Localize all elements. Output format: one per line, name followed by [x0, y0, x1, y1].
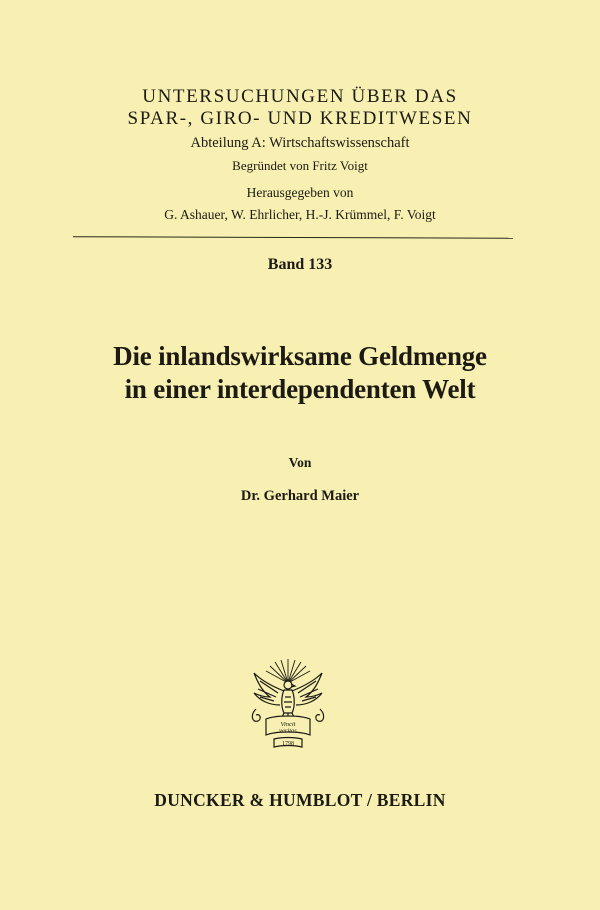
series-title-line-2: SPAR-, GIRO- UND KREDITWESEN: [127, 108, 473, 129]
series-department: Abteilung A: Wirtschaftswissenschaft: [190, 135, 410, 151]
volume-number: Band 133: [267, 256, 333, 273]
emblem-motto-line-1: Vincit: [280, 721, 296, 728]
emblem-year: 1798: [282, 741, 294, 747]
by-label: Von: [288, 455, 312, 470]
emblem-motto-line-2: veritas: [279, 727, 297, 735]
book-title-line-1: Die inlandswirksame Geldmenge: [113, 341, 487, 371]
publisher-imprint: DUNCKER & HUMBLOT / BERLIN: [154, 790, 446, 810]
book-title-line-2: in einer interdependenten Welt: [124, 374, 476, 404]
editors-names: G. Ashauer, W. Ehrlicher, H.-J. Krümmel, F. Voigt: [164, 207, 436, 222]
editors-label: Herausgegeben von: [246, 185, 354, 200]
series-founder: Begründet von Fritz Voigt: [232, 158, 368, 173]
eagle-publisher-emblem-icon: [248, 657, 328, 752]
series-title-line-1: UNTERSUCHUNGEN ÜBER DAS: [142, 86, 458, 107]
horizontal-rule: [73, 236, 513, 239]
author-name: Dr. Gerhard Maier: [240, 488, 360, 504]
